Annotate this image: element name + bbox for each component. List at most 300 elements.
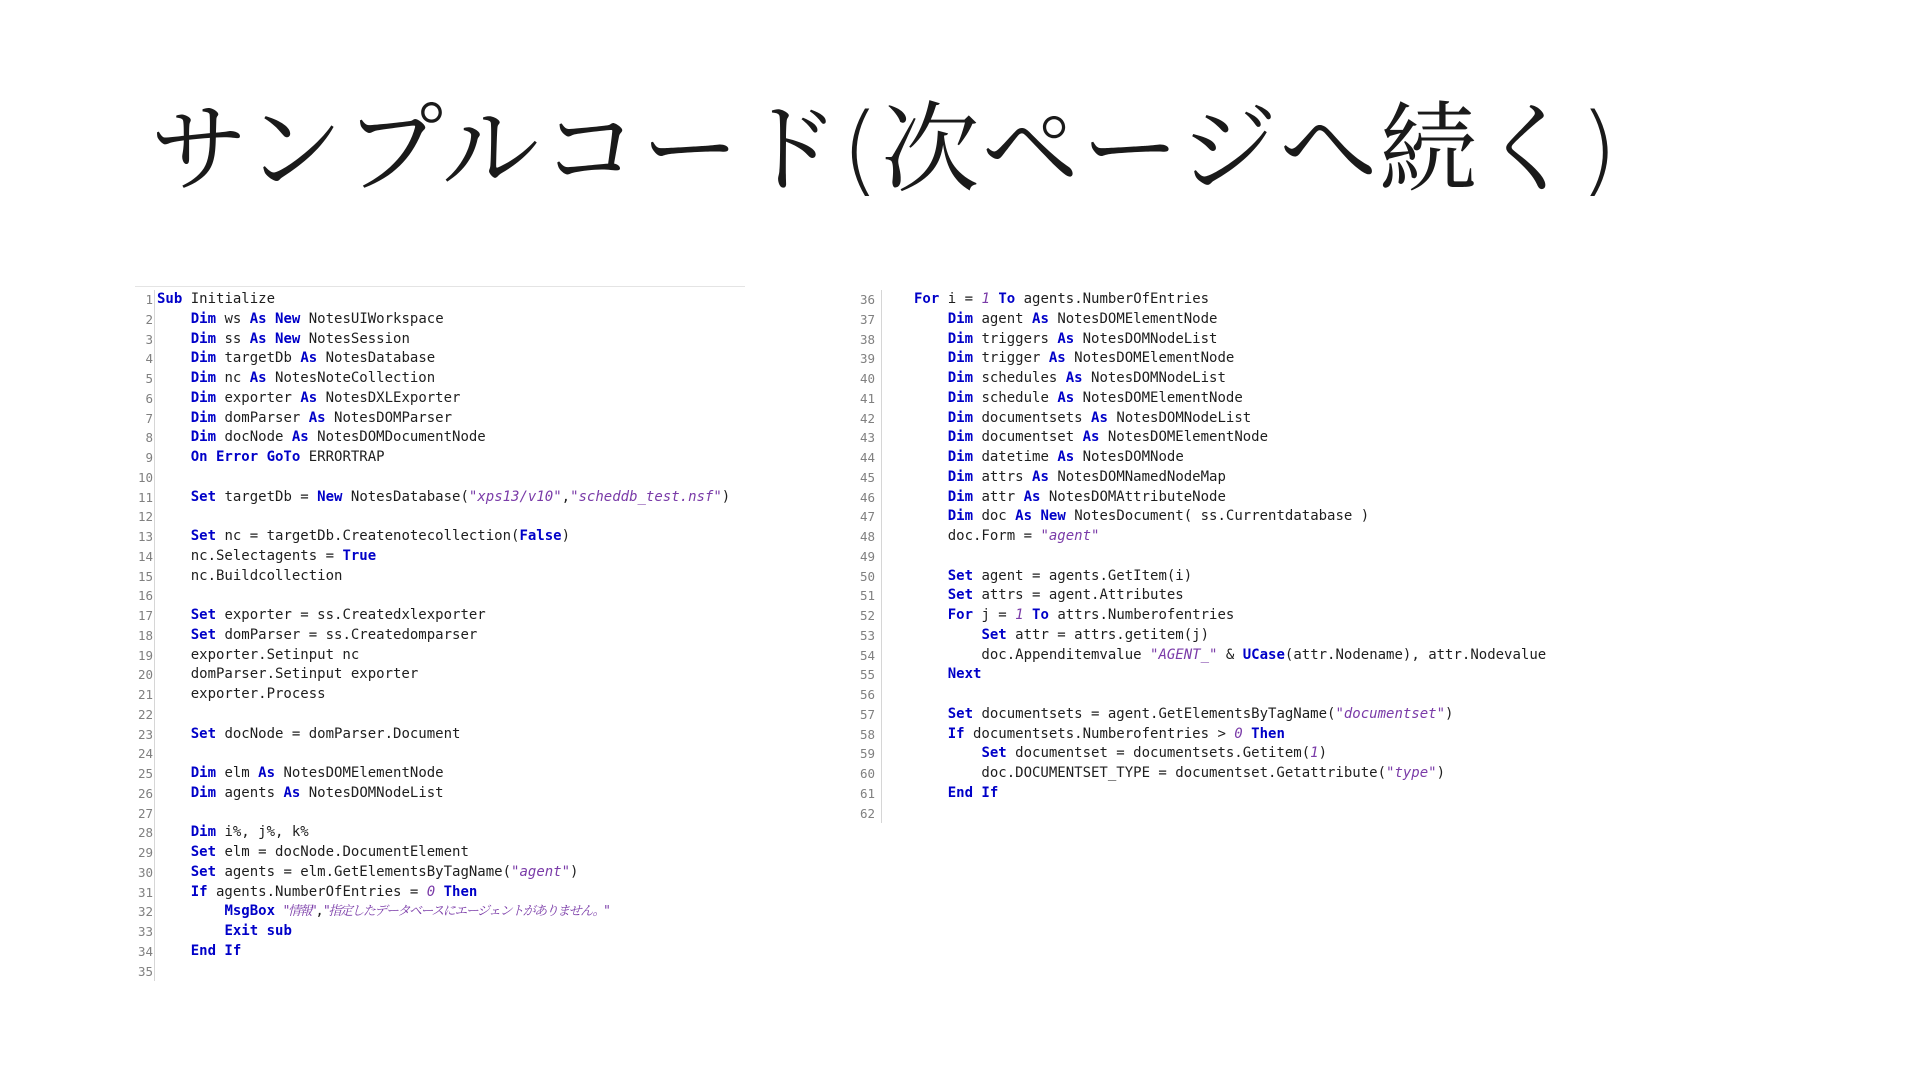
line-number: 40: [859, 371, 875, 386]
panel-top-rule: [135, 286, 745, 287]
code-token: As: [1032, 310, 1049, 327]
code-text: [914, 626, 1209, 646]
code-token: [157, 607, 191, 623]
code-token: targetDb =: [216, 488, 318, 505]
code-token: [914, 429, 948, 445]
code-text: [157, 448, 385, 468]
gutter-rule: [154, 863, 155, 883]
code-line: [135, 567, 745, 587]
line-number: 31: [137, 884, 153, 900]
code-token: [435, 884, 443, 900]
code-token: Dim: [190, 765, 217, 781]
line-number: 43: [859, 430, 875, 446]
code-text: [914, 586, 1184, 606]
code-token: UCase: [1242, 646, 1285, 663]
code-line: [845, 685, 1585, 705]
code-token: [157, 449, 191, 465]
code-token: NotesDOMNodeList: [1107, 409, 1252, 426]
code-line: [135, 527, 745, 547]
code-token: NotesDOMNamedNodeMap: [1048, 468, 1226, 485]
code-token: [157, 923, 224, 939]
code-token: As: [1023, 488, 1041, 505]
line-number: 41: [859, 390, 875, 406]
code-line: [845, 389, 1585, 409]
code-token: [1243, 726, 1251, 742]
code-token: ws: [216, 310, 250, 327]
gutter-rule: [881, 310, 882, 330]
code-token: Dim: [190, 330, 217, 347]
code-token: [914, 469, 948, 485]
code-token: [914, 390, 948, 406]
code-token: As: [1015, 508, 1033, 525]
code-line: [135, 310, 745, 330]
line-number: 9: [145, 450, 153, 465]
code-line: [135, 823, 745, 843]
code-token: As: [283, 784, 301, 801]
gutter-rule: [154, 330, 155, 350]
code-token: Dim: [947, 508, 974, 525]
gutter-rule: [154, 290, 155, 310]
code-line: [135, 646, 745, 666]
code-text: [157, 922, 292, 942]
gutter-rule: [154, 942, 155, 962]
gutter-rule: [881, 349, 882, 369]
code-token: ): [1445, 705, 1454, 722]
code-token: Dim: [947, 310, 974, 327]
code-text: [157, 626, 477, 646]
code-token: nc.Buildcollection: [157, 567, 343, 584]
code-token: Set: [947, 567, 974, 584]
code-token: [914, 331, 948, 347]
code-token: attrs = agent.Attributes: [973, 587, 1184, 604]
code-token: Dim: [947, 488, 974, 505]
gutter-rule: [881, 685, 882, 705]
code-token: [157, 489, 191, 505]
code-token: agents.NumberOfEntries: [1015, 291, 1210, 307]
line-number: 27: [137, 805, 153, 821]
code-token: As: [1057, 330, 1075, 347]
code-token: New: [1040, 508, 1066, 525]
code-text: [914, 488, 1226, 508]
gutter-rule: [154, 823, 155, 843]
line-number: 24: [137, 746, 153, 762]
code-token: Set: [190, 626, 217, 643]
code-line: [135, 784, 745, 804]
gutter-rule: [154, 488, 155, 508]
code-token: Set: [947, 705, 974, 722]
line-number: 11: [137, 489, 153, 505]
code-token: [914, 350, 948, 366]
code-line: [845, 330, 1585, 350]
code-text: [914, 330, 1217, 350]
line-number: 14: [137, 548, 153, 564]
line-number: 8: [145, 430, 153, 446]
code-token: &: [1217, 646, 1243, 663]
code-line: [135, 942, 745, 962]
line-number: 35: [137, 963, 153, 979]
code-token: Dim: [190, 824, 217, 841]
gutter-rule: [154, 547, 155, 567]
code-token: True: [342, 547, 377, 564]
code-token: Set: [190, 863, 217, 880]
code-text: [914, 705, 1453, 725]
code-line: [845, 744, 1585, 764]
gutter-rule: [881, 646, 882, 666]
code-text: [157, 725, 460, 745]
code-token: "agent": [511, 863, 571, 880]
code-token: nc.Selectagents =: [157, 547, 343, 564]
code-token: To: [1032, 607, 1049, 623]
code-token: [157, 765, 191, 781]
code-text: [914, 744, 1327, 764]
code-token: New: [275, 330, 301, 347]
gutter-rule: [881, 764, 882, 784]
code-token: (attr.Nodename), attr.Nodevalue: [1284, 646, 1547, 663]
code-token: Dim: [190, 409, 217, 426]
code-token: Dim: [190, 784, 217, 801]
code-token: [914, 489, 948, 505]
code-text: [157, 349, 435, 369]
code-token: [157, 331, 191, 347]
code-line: [845, 468, 1585, 488]
code-token: NotesDOMNodeList: [1074, 330, 1218, 347]
code-text: [157, 567, 342, 587]
code-token: If: [947, 725, 965, 742]
code-token: [157, 844, 191, 860]
gutter-rule: [154, 725, 155, 745]
gutter-rule: [154, 784, 155, 804]
code-token: nc: [216, 370, 250, 386]
code-token: NotesDOMDocumentNode: [308, 429, 486, 446]
gutter-rule: [881, 428, 882, 448]
code-token: ERRORTRAP: [300, 449, 385, 465]
gutter-rule: [154, 665, 155, 685]
code-token: Then: [1251, 725, 1285, 742]
code-line: [135, 448, 745, 468]
line-number: 34: [137, 943, 153, 959]
code-token: Dim: [190, 429, 217, 446]
code-token: [157, 528, 191, 544]
gutter-rule: [154, 922, 155, 942]
line-number: 28: [137, 825, 153, 841]
line-number: 18: [137, 627, 153, 643]
code-token: Dim: [190, 370, 217, 386]
code-token: agent = agents.GetItem(i): [973, 567, 1193, 584]
line-number: 20: [137, 667, 153, 683]
code-token: documentsets: [973, 409, 1092, 426]
code-line: [845, 567, 1585, 587]
line-number: 30: [137, 864, 153, 880]
line-number: 33: [137, 924, 153, 939]
code-token: [157, 627, 191, 643]
code-text: [157, 823, 309, 843]
code-token: triggers: [973, 330, 1058, 347]
line-number: 38: [859, 331, 875, 347]
code-line: [845, 448, 1585, 468]
code-token: documentsets.Numberofentries >: [964, 725, 1235, 742]
code-token: Dim: [190, 350, 217, 367]
gutter-rule: [154, 389, 155, 409]
code-token: exporter.Process: [157, 686, 326, 702]
code-text: [157, 606, 486, 626]
code-text: [914, 349, 1234, 369]
code-token: [267, 331, 275, 347]
code-token: Dim: [947, 468, 974, 485]
code-token: Sub: [157, 291, 183, 307]
gutter-rule: [154, 468, 155, 488]
code-token: trigger: [973, 350, 1049, 367]
code-token: domParser: [216, 409, 309, 426]
code-token: NotesDOMNodeList: [1082, 370, 1226, 386]
line-number: 37: [859, 311, 875, 327]
gutter-rule: [881, 586, 882, 606]
code-token: NotesDOMElementNode: [1065, 350, 1235, 367]
code-text: [157, 646, 359, 666]
code-token: doc.Appenditemvalue: [914, 646, 1151, 663]
code-token: domParser.Setinput exporter: [157, 666, 419, 683]
code-token: As: [300, 389, 318, 406]
code-token: Set: [190, 528, 217, 544]
code-token: NotesDatabase: [317, 350, 436, 367]
code-token: [157, 390, 191, 406]
code-token: elm = docNode.DocumentElement: [216, 844, 469, 860]
code-line: [135, 863, 745, 883]
code-token: [157, 726, 191, 742]
code-token: attr: [973, 488, 1024, 505]
gutter-rule: [881, 784, 882, 804]
gutter-rule: [154, 507, 155, 527]
line-number: 57: [859, 706, 875, 722]
code-token: [914, 311, 948, 327]
code-line: [845, 804, 1585, 824]
code-text: [914, 468, 1226, 488]
gutter-rule: [881, 665, 882, 685]
code-text: [914, 369, 1226, 389]
code-token: False: [519, 528, 562, 544]
code-token: As: [1065, 370, 1083, 386]
code-token: As: [1057, 389, 1075, 406]
code-line: [135, 922, 745, 942]
code-text: [157, 369, 435, 389]
code-line: [135, 507, 745, 527]
code-token: Dim: [190, 310, 217, 327]
code-token: exporter = ss.Createdxlexporter: [216, 607, 486, 623]
gutter-rule: [154, 448, 155, 468]
line-number: 21: [137, 687, 153, 702]
code-token: Next: [947, 666, 982, 683]
gutter-rule: [881, 804, 882, 824]
code-token: "scheddb_test.nsf": [570, 488, 722, 505]
code-token: Initialize: [182, 291, 276, 307]
gutter-rule: [154, 626, 155, 646]
code-token: Then: [443, 883, 478, 900]
code-token: [157, 785, 191, 801]
code-token: 1: [981, 291, 990, 307]
line-number: 56: [859, 687, 875, 702]
gutter-rule: [881, 606, 882, 626]
slide-title: サンプルコード(次ページへ続く): [150, 93, 1620, 207]
code-token: As: [291, 429, 309, 446]
code-token: [157, 370, 191, 386]
line-number: 32: [137, 904, 153, 920]
code-line: [135, 962, 745, 982]
code-token: ): [561, 528, 571, 544]
code-line: [135, 586, 745, 606]
code-token: NotesDOMNode: [1074, 449, 1184, 465]
code-token: [914, 410, 948, 426]
code-token: elm: [216, 765, 259, 781]
code-token: Set: [190, 607, 217, 623]
code-line: [845, 764, 1585, 784]
gutter-rule: [881, 448, 882, 468]
gutter-rule: [881, 290, 882, 310]
code-token: [914, 726, 948, 742]
code-text: [914, 428, 1268, 448]
code-token: Set: [981, 626, 1007, 643]
code-token: "type": [1386, 765, 1437, 781]
code-token: doc.DOCUMENTSET_TYPE = documentset.Getattribute(: [914, 765, 1387, 781]
line-number: 49: [859, 548, 875, 564]
code-token: New: [317, 488, 343, 505]
line-number: 6: [145, 390, 153, 406]
line-number: 4: [145, 351, 153, 367]
code-token: [157, 884, 191, 900]
code-token: [914, 627, 981, 643]
code-token: Set: [947, 587, 974, 604]
gutter-rule: [881, 547, 882, 567]
line-number: 13: [137, 529, 153, 544]
code-token: [1024, 607, 1032, 623]
code-token: NotesDatabase(: [342, 488, 469, 505]
code-text: [914, 507, 1369, 527]
code-token: documentsets = agent.GetElementsByTagName(: [973, 705, 1336, 722]
code-text: [157, 428, 486, 448]
code-line: [845, 290, 1585, 310]
code-token: NotesDOMElementNode: [1048, 310, 1218, 327]
gutter-rule: [154, 705, 155, 725]
code-token: As: [1057, 449, 1075, 465]
code-token: As: [1032, 468, 1049, 485]
line-number: 2: [145, 311, 153, 327]
code-token: agents = elm.GetElementsByTagName(: [216, 863, 512, 880]
code-token: attrs.Numberofentries: [1048, 607, 1235, 623]
code-token: End If: [190, 942, 242, 959]
code-text: [157, 665, 418, 685]
code-token: [157, 350, 191, 366]
code-line: [845, 665, 1585, 685]
code-token: To: [998, 291, 1016, 307]
code-token: As: [1082, 429, 1100, 446]
code-text: [157, 764, 444, 784]
code-text: [914, 606, 1234, 626]
code-token: Dim: [947, 429, 974, 446]
code-text: [914, 567, 1192, 587]
code-token: exporter: [216, 389, 301, 406]
code-token: [914, 449, 948, 465]
gutter-rule: [881, 468, 882, 488]
code-token: [914, 370, 948, 386]
code-token: ): [721, 488, 731, 505]
code-token: NotesDOMAttributeNode: [1040, 488, 1226, 505]
code-token: [157, 903, 224, 919]
code-line: [845, 547, 1585, 567]
code-token: NotesDXLExporter: [317, 389, 461, 406]
code-token: NotesDocument( ss.Currentdatabase ): [1065, 508, 1370, 525]
code-token: [157, 410, 191, 426]
code-token: NotesDOMParser: [325, 409, 453, 426]
code-token: NotesDOMElementNode: [275, 765, 444, 781]
code-token: exporter.Setinput nc: [157, 646, 360, 663]
code-text: [157, 685, 326, 705]
line-number: 26: [137, 785, 153, 801]
code-token: j =: [973, 607, 1016, 623]
line-number: 61: [859, 785, 875, 801]
code-token: i%, j%, k%: [216, 824, 309, 841]
code-token: NotesSession: [300, 330, 410, 347]
code-token: Set: [190, 844, 217, 860]
code-line: [135, 744, 745, 764]
code-token: Dim: [947, 409, 974, 426]
code-line: [135, 369, 745, 389]
code-text: [157, 547, 376, 567]
gutter-rule: [154, 764, 155, 784]
line-number: 3: [145, 331, 153, 347]
line-number: 47: [859, 509, 875, 525]
gutter-rule: [881, 389, 882, 409]
gutter-rule: [154, 902, 155, 922]
code-line: [135, 804, 745, 824]
code-token: 1: [1015, 607, 1024, 623]
code-token: docNode = domParser.Document: [216, 725, 461, 742]
code-line: [135, 488, 745, 508]
code-token: Dim: [947, 350, 974, 367]
gutter-rule: [154, 685, 155, 705]
line-number: 45: [859, 469, 875, 485]
code-token: targetDb: [216, 350, 301, 367]
gutter-rule: [881, 409, 882, 429]
code-token: attrs: [973, 468, 1033, 485]
code-line: [845, 369, 1585, 389]
code-token: ,: [561, 488, 571, 505]
code-token: End If: [947, 784, 999, 801]
line-number: 60: [859, 766, 875, 781]
gutter-rule: [154, 646, 155, 666]
gutter-rule: [881, 369, 882, 389]
code-text: [914, 725, 1285, 745]
gutter-rule: [154, 567, 155, 587]
code-text: [914, 646, 1546, 666]
code-line: [845, 626, 1585, 646]
code-token: [914, 666, 948, 682]
line-number: 52: [859, 608, 875, 623]
gutter-rule: [154, 349, 155, 369]
code-token: Set: [190, 488, 217, 505]
code-line: [845, 409, 1585, 429]
code-line: [135, 349, 745, 369]
code-panel-right: [845, 290, 1585, 823]
code-token: New: [275, 310, 301, 327]
code-line: [845, 784, 1585, 804]
code-token: NotesNoteCollection: [266, 370, 436, 386]
code-token: docNode: [216, 429, 292, 446]
code-token: As: [258, 765, 276, 781]
code-token: NotesDOMNodeList: [300, 784, 444, 801]
line-number: 39: [859, 351, 875, 367]
code-token: If: [190, 883, 208, 900]
gutter-rule: [881, 527, 882, 547]
code-line: [135, 409, 745, 429]
code-token: domParser = ss.Createdomparser: [216, 626, 478, 643]
